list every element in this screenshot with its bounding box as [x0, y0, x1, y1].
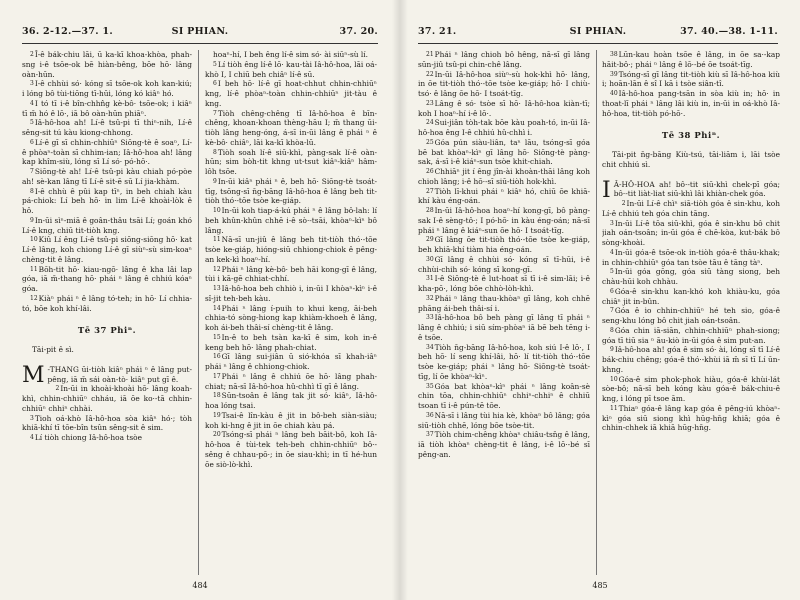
verse	[22, 235, 192, 264]
verse-list	[22, 50, 192, 313]
verse	[418, 187, 590, 207]
verse	[602, 70, 780, 90]
verse-text: In-ūi in khoài-khoài hō· lâng koah-khì, chhin-chhiūⁿ chháu, iā ōe ko·-tā chhin-chhiūⁿ chhiⁿ chhài.	[22, 384, 192, 413]
verse-number: 7	[610, 307, 614, 315]
header-book-title: SI PHIAN.	[171, 26, 229, 37]
verse	[205, 430, 377, 469]
header-verse-range-start: 36. 2-12.—37. 1.	[22, 26, 113, 37]
verse	[602, 248, 780, 268]
verse-text: Lí-ê gī sī chhin-chhiūⁿ Siōng-tè ê soaⁿ, Lí-ê phòaⁿ-toàn sī chhim-ian; Iâ-hô-hoa ah! lâng kap khîm-siù, lóng sī Lí só· pó-hō·.	[22, 137, 192, 167]
verse-number: 4	[610, 248, 614, 256]
verse	[602, 89, 780, 118]
verse-text: Gī lâng sui-jiân ū sió-khóa sī khah-iâⁿ phái ⁿ lâng ê chhiong-chiok.	[205, 352, 377, 371]
verse-text: In-ūi góa-ê tsōe-ok in-tiòh góa-ê thâu-khak; in chhin-chhiūⁿ góa tan tsòe tāu ê tāng tàⁿ.	[602, 247, 780, 267]
verse-number: 28	[426, 207, 434, 214]
verse-number: 6	[30, 138, 34, 146]
verse-text: Tiòh chêng-chêng tī Iâ-hô-hoa ê bīn-chêng, khoan-khoan thèng-hāu I; m̄ thang ūi-tiòh lâng heng-óng, á-sī in-ūi lâng ê phái ⁿ ê kè-bô· chiâⁿ, lāi ka-kī khòa-lū.	[205, 108, 377, 147]
verse-text: Phái ⁿ lâng thau-khòaⁿ gī lâng, koh chhē phāng ái-beh thâi-sí i.	[418, 293, 590, 313]
verse-text: Tsóng-sī phái ⁿ lâng beh bāit-bô, koh Iâ-hô-hoa ê tùi-tek teh-beh chhin-chhiūⁿ bô·-sêng ê chhau-pō·; in ōe siau-khì; in tī hé-hun ōe siò-lò-khì.	[205, 430, 377, 469]
verse-number: 11	[213, 236, 221, 244]
verse	[205, 333, 377, 353]
chapter-heading: Tē 37 Phiⁿ.	[77, 326, 137, 337]
verse-number: 3	[30, 414, 34, 422]
verse-number: 18	[213, 392, 221, 400]
verse-number: 3	[610, 219, 614, 227]
verse-text: Siōng-tè ah! Lí-ê tsû-pi kàu chiah pó-pòe ah! sè-kan lâng tī Lí-ê sit-ē sū Lí jia-khàm.	[22, 167, 192, 186]
verse	[602, 306, 780, 326]
verse	[418, 167, 590, 187]
running-header-right	[418, 26, 778, 40]
verse-number: 24	[426, 119, 434, 127]
verse-text: Iâ-hô-hoa beh chhiò i, in-ūi I khòaⁿ-kìⁿ i-ê sî-jit teh-beh kàu.	[205, 284, 377, 303]
header-verse-range-end: 37. 40.—38. 1-11.	[680, 26, 778, 37]
verse-number: 5	[213, 60, 217, 68]
verse-text: Gī lâng ê chhùi só· kóng sī tī-hūi, i-ê chhùi-chih só· kóng sī kong-gī.	[418, 254, 590, 274]
verse-text: Kiàⁿ phái ⁿ ê lâng tó-teh; in hō· Lí chhia-tó, bōe koh khí-lâi.	[22, 293, 192, 313]
verse	[22, 118, 192, 138]
verse-text: I-ê chhùi só· kóng sī tsōe-ok koh kan-kiú; i lóng bô tùi-tiōng tī-hūi, lóng kó kiâⁿ hó.	[22, 79, 192, 98]
verse-text: hoaⁿ-hí, I beh êng lí-ê sim só· ài siūⁿ-sù lí.	[213, 50, 368, 59]
verse-number: 34	[426, 343, 434, 351]
verse-text: Lâng ê só· tsòe sī hō· Iâ-hô-hoa kiàn-tī; koh I hoaⁿ-hí i-ê lō·.	[418, 98, 590, 118]
verse-text: In-ūi sìⁿ-miā ê goân-thâu tsāi Lí; goán khó Lí-ê kng, chiū tit-tiòh kng.	[22, 215, 192, 235]
verse-text: In-ê to beh tsàn ka-kī ê sim, koh in-ê keng beh hō· lâng phah-chiat.	[205, 332, 377, 352]
verse-text: Chhiāⁿ jit í êng jîn-ài khoàn-thāi lâng koh chioh lâng; i-ê hō·-sī siū-tiòh hok-khì.	[418, 167, 590, 186]
verse	[205, 372, 377, 392]
verse-number: 6	[610, 287, 614, 295]
verse	[418, 411, 590, 431]
right-page	[400, 0, 800, 600]
verse-text: Lí tiòh chiong Iâ-hô-hoa tsòe	[34, 433, 142, 442]
verse-text: Sui-jiân tòh-tak bōe kàu poah-tó, in-ūi Iâ-hô-hoa êng I-ê chhiú hû-chhì i.	[418, 118, 590, 137]
verse	[22, 138, 192, 167]
verse-text: I-ê Siōng-tè ê lut-hoat sī tī i-ê sim-lāi; i-ê kha-pō·, lóng bōe chhò-lòh-khì.	[418, 274, 590, 293]
verse-text: Bōh-tit hō· kiau-ngō· lâng ê kha lâi lap góa, iā m̄-thang hō· phái ⁿ lâng ê chhiú kóaⁿ góa.	[22, 264, 192, 293]
verse-text: Gī lâng ōe tit-tiòh thó·-tōe tsòe ke-giáp, beh khiā-khí tiàm hia éng-oán.	[418, 235, 590, 254]
verse-number: 40	[610, 90, 618, 97]
verse-text: Thiaⁿ góa-ê lâng kap góa ê pêng-iú khòaⁿ-kìⁿ góa siū siong khì hūg-hn̄g khiā; góa ê chhin-chhek iā khiā hūg-hn̄g.	[602, 403, 780, 433]
verse-number: 9	[213, 177, 217, 185]
verse	[205, 304, 377, 333]
verse	[205, 148, 377, 177]
verse-number: 10	[610, 375, 618, 383]
page-number: 484	[192, 581, 208, 590]
verse	[602, 404, 780, 433]
verse-number: 7	[213, 109, 217, 117]
verse-text: Góa-ê sin-khu kan-khó koh khiàu-ku, góa chiâⁿ jit in-bûn.	[602, 286, 780, 306]
book-gutter-shadow	[392, 0, 408, 600]
verse	[418, 118, 590, 138]
verse	[22, 414, 192, 434]
verse-text: -THANG ūi-tiòh kiâⁿ phái ⁿ ê lâng put-pêng, iā m̄ sái oàn-tò· kiâⁿ put gī ê.	[47, 364, 192, 384]
verse-number: 25	[426, 138, 434, 146]
verse	[602, 267, 780, 287]
chapter-subtitle: Tāi-pit ê sì.	[32, 345, 74, 354]
verse-number: 2	[55, 385, 60, 393]
verse-text: Nā-sī un-jiû ê lâng beh tit-tiòh thó·-tōe tsòe ke-giáp, hióng-siū chhiong-chiok ê pêng-an kek-kì hoaⁿ-hí.	[205, 235, 377, 264]
verse-number: 6	[213, 80, 217, 88]
verse-text: Iâ-hô-hoa pang-tsān in sòa kiù in; hō· in thoat-lī phái ⁿ lâng lâi kiù in, in-ūi in oá-khò Iâ-hô-hoa, tit-tiòh pó-hō·.	[602, 89, 780, 118]
verse-number: 17	[213, 372, 221, 380]
verse-number: 8	[213, 148, 217, 156]
verse	[205, 265, 377, 285]
verse	[22, 99, 192, 119]
verse	[205, 391, 377, 411]
verse	[22, 265, 192, 294]
verse	[22, 187, 192, 216]
verse	[22, 167, 192, 187]
verse-text: In-ūi Lí-ê chìⁿ siā-tiòh góa ê sin-khu, koh Lí-ê chhiú teh góa chin tāng.	[602, 199, 780, 218]
chapter-verse-list	[22, 362, 192, 443]
verse-number: 33	[426, 314, 434, 322]
verse-number: 10	[213, 207, 221, 214]
verse-text: Phái ⁿ lâng ê chhiú ōe hō· lâng phah-chiat; nā-sī Iâ-hô-hoa hû-chhì tī gī ê lâng.	[205, 371, 377, 391]
verse-text: I beh hō· lí-ê gī hoat-chhut chhin-chhiūⁿ kng, lí-ê phòaⁿ-toàn chhin-chhiūⁿ jit-tàu ê kng.	[205, 79, 377, 108]
verse	[602, 287, 780, 307]
verse	[22, 216, 192, 236]
verse-number: 16	[213, 353, 221, 361]
header-verse-range-end: 37. 20.	[339, 26, 378, 37]
verse-text: Â-HÔ-HOA ah! bô·-tit siū-khì chek-pī góa; bô·-tit liàt-liat siū-khì lâi khiàn-chek góa.	[613, 179, 780, 199]
verse-text: Phái ⁿ lâng kè-bô· beh hāi kong-gī ê lâng, tùi i kā-gē chhiat-chhí.	[205, 264, 377, 284]
verse-text: Î-ê bák-chiu lāi, ū ka-kī khoa-khòa, phah-sng i-ê tsōe-ok bē hiàn-bêng, bōe hō· lâng oàn-hūn.	[22, 50, 192, 79]
verse	[205, 284, 377, 304]
verse-number: 13	[213, 285, 221, 292]
drop-cap-letter: I	[602, 177, 611, 203]
right-column-a	[418, 50, 590, 575]
verse-text: Sūn-tsoân ê lâng tak jit só· kiâⁿ, Iâ-hô-hoa lóng tsai.	[205, 391, 377, 410]
verse-number: 14	[213, 304, 221, 312]
chapter-verse-list	[602, 177, 780, 434]
verse-number: 5	[30, 119, 34, 127]
verse-number: 3	[30, 80, 34, 88]
verse-text: Tiòh lī-khui phái ⁿ kiâⁿ hó, chiū ōe khiā-khí kàu éng-oán.	[418, 186, 590, 206]
left-column-b	[205, 50, 377, 575]
verse-text: In-ūi góa gōng, góa siū tàng siong, beh chàu-hūi koh chhàu.	[602, 267, 780, 286]
verse-text: Nā-sī i lâng tùi hia kè, khòaⁿ bô lâng; góa siū-tiòh chhē, lóng bōe tsòe-tit.	[418, 410, 590, 430]
verse	[602, 326, 780, 346]
verse	[205, 109, 377, 148]
header-rule	[22, 43, 378, 44]
verse-number: 9	[30, 216, 34, 224]
verse	[22, 79, 192, 99]
verse-text: Tiòh n̄g-bāng Iâ-hô-hoa, koh siú I-ê lō·, I beh hō· lí seng khí-lâi, hō· lí tit-tiòh thó·-tōe tsòe ke-giáp; phái ⁿ lâng hō· Siōng-tè tsoát-tīg, lí ōe khòaⁿ-kìⁿ.	[418, 342, 590, 381]
left-column-a	[22, 50, 192, 575]
verse	[205, 206, 377, 235]
verse-number: 2	[621, 200, 626, 207]
verse	[602, 50, 780, 70]
verse-text: Góa-ê sim phok-phok hiàu, góa-ê khùi-lát sòe-bô; nā-sī beh kóng kàu góa-ê bák-chiu-ê kng, i lóng pī tsoe ām.	[602, 374, 780, 403]
page-number: 485	[592, 581, 608, 590]
verse-number: 27	[426, 187, 434, 195]
right-column-b	[602, 50, 780, 575]
verse	[418, 430, 590, 459]
verse	[205, 235, 377, 264]
verse-text: In-ūi kiâⁿ phái ⁿ ê, beh hō· Siōng-tè tsoát-tīg, tsōng-sī n̄g-bāng Iâ-hô-hoa ê lâng beh tit-tiòh thó·-tōe tsòe ke-giáp.	[205, 176, 377, 206]
verse	[205, 79, 377, 108]
verse	[205, 50, 377, 60]
column-divider	[198, 50, 199, 575]
verse	[602, 199, 780, 219]
verse-number: 31	[426, 275, 434, 283]
verse-text: Góa bat khòaⁿ-kìⁿ phái ⁿ lâng koân-sè chin tōa, chhin-chhiūⁿ chhiⁿ-chhiⁿ ê chhiū tsoan tī i-ê pún-tē tōe.	[418, 381, 590, 410]
verse-number: 32	[426, 294, 434, 302]
header-rule	[418, 43, 778, 44]
verse-text: In-ūi koh tiap-á-kú phái ⁿ ê lâng bô-lah: lí beh khûn-khûn chhē i-ê sò·-tsāi, khòaⁿ-kìⁿ bô lâng.	[205, 206, 377, 235]
verse-number: 19	[213, 411, 221, 419]
verse-text: Kiû Lí êng Lí-ê tsû-pi siōng-siōng hō· kat Lí-ê lâng, koh chiong Lí-ê gī siùⁿ-sù sim-koaⁿ chèng-tit ê lâng.	[22, 235, 192, 264]
verse-number: 8	[30, 187, 34, 195]
verse	[602, 375, 780, 404]
verse	[418, 99, 590, 119]
verse	[602, 219, 780, 248]
verse	[205, 411, 377, 431]
verse	[418, 343, 590, 382]
verse-number: 8	[610, 326, 614, 334]
verse	[418, 235, 590, 255]
verse	[22, 362, 192, 388]
verse-number: 12	[213, 265, 221, 273]
verse-number: 22	[426, 70, 434, 78]
verse-text: Góa pún siàu-liân, taⁿ lāu, tsóng-sī góa bē bat khòaⁿ-kìⁿ gī lâng hō· Siōng-tè pàng-sak, á-sī i-ê kiáⁿ-sun tsòe khit-chiah.	[418, 137, 590, 167]
verse-number: 10	[30, 236, 38, 244]
verse-text: Tioh oá-khò Iâ-hô-hoa sòa kiâⁿ hó·; tòh khiā-khí tī tōe-bîn tsûn sêng-sit ê sim.	[22, 413, 192, 433]
verse-text: In-ūi Iâ-hô-hoa hoaⁿ-hí kong-gī, bô pàng-sak I-ê sèng-tô·; I pó-hō· in kàu éng-oán; nā-sī phái ⁿ lâng ê kiáⁿ-sun ōe hō· I tsoát-tīg.	[418, 206, 590, 235]
verse-text: Iâ-hô-hoa bô beh pàng gī lâng tī phái ⁿ lâng ê chhiú; i siū sím-phòaⁿ iā bē beh tēng i-ê tsōe.	[418, 313, 590, 342]
verse	[205, 352, 377, 372]
verse-number: 4	[30, 99, 34, 107]
verse-text: Tsóng-sī gī lâng tit-tiòh kiù sī Iâ-hô-hoa kiù i; hoān-lān ê sî I kā i tsòe siân-tî.	[602, 69, 780, 89]
verse-number: 4	[30, 434, 34, 441]
verse-number: 12	[30, 294, 38, 302]
chapter-subtitle: Tāi-pit n̄g-bāng Kiù-tsú, tāi-liām i, lāi tsòe chit chhiú sì.	[602, 150, 780, 169]
verse-text: Phái ⁿ lâng chioh bô hêng, nā-sī gī lâng sūn-jiû tsû-pi chin-chê lâng.	[418, 50, 590, 69]
chapter-heading: Tē 38 Phiⁿ.	[661, 131, 721, 142]
verse	[205, 177, 377, 206]
verse-number: 36	[426, 411, 434, 419]
verse	[22, 433, 192, 443]
verse-number: 21	[426, 51, 434, 58]
verse-number: 15	[213, 333, 221, 341]
verse	[22, 50, 192, 79]
verse-number: 23	[426, 99, 434, 107]
verse	[418, 50, 590, 70]
verse-number: 30	[426, 255, 434, 263]
verse	[418, 206, 590, 235]
verse-number: 39	[610, 70, 618, 78]
verse-text: In-ūi Iâ-hô-hoa siùⁿ-sù hok-khì hō· lâng, in ōe tit-tiòh thó·-tōe tsòe ke-giáp; hō· I chiù-tsó· ê lâng ōe hō· I tsoát-tīg.	[418, 69, 590, 98]
verse	[418, 70, 590, 99]
verse-text: Iâ-hô-hoa ah! góa ê sim só· ài, lóng sī tī Lí-ê bák-chiu chêng; góa-ê thó·-khùi iā m̄ sī tī Lí ūn-khng.	[602, 345, 780, 374]
verse	[418, 138, 590, 167]
verse-number: 35	[426, 382, 434, 390]
verse-text: Iâ-hô-hoa ah! Lí-ê tsû-pi tī thiⁿ-nih, Lí-ê sêng-sit tú kàu kiong-chhong.	[22, 118, 192, 137]
verse-number: 7	[30, 168, 34, 175]
verse-number: 37	[426, 431, 434, 439]
running-header-left	[22, 26, 378, 40]
header-verse-range-start: 37. 21.	[418, 26, 457, 37]
column-divider	[596, 50, 597, 575]
verse-text: Góa ê io chhin-chhiūⁿ hé teh sio, góa-ê seng-khu lóng bô chit jiah oán-tsoân.	[602, 306, 780, 325]
drop-cap-letter: M	[22, 362, 45, 388]
verse-text: Lí tiòh êng lí-ê lō· kau-tài Iâ-hô-hoa, lāi oá-khò I, I chiū beh chiâⁿ lí-ê sū.	[205, 59, 377, 79]
verse-text: I-ê chhù ê pûi kap tīⁿ, in beh chiah kàu pá-chiok: Lí beh hō· in lim Lí-ê khoài-lòk ê hô.	[22, 186, 192, 215]
verse-number: 29	[426, 236, 434, 244]
verse	[418, 294, 590, 314]
verse-text: Lūn-kau hoàn tsōe ê lâng, in ōe sa·-kap hāit-bô·; phái ⁿ lâng ê lō·-bé ōe tsoát-tīg.	[602, 50, 780, 69]
verse-text: Tiòh chim-chêng khòaⁿ chiâu-tsn̄g ê lâng, iā tiòh khòaⁿ chèng-tit ê lâng, i-ê lō·-bé sī pêng-an.	[418, 430, 590, 459]
verse-text: In-ūi Lí-ê tōa siū-khì, góa ê sin-khu bô chit jiah oán-tsoân; in-ūi góa ê chē-kòa, kut-bák bô sòng-khoài.	[602, 218, 780, 247]
verse	[602, 345, 780, 374]
verse-text: I tó tī i-ê bîn-chhn̂g kè-bô· tsōe-ok; i kiâⁿ tī m̄ hó ê lō·, iā bô oàn-hūn phiāⁿ.	[22, 98, 192, 118]
verse	[418, 255, 590, 275]
verse-number: 20	[213, 431, 221, 439]
verse	[205, 60, 377, 80]
verse	[602, 177, 780, 203]
verse-text: Góa chin iā-siān, chhin-chhiūⁿ phah-siong; góa tī tiū sia ⁿ āu-kiò in-ūi góa ê sim put-an.	[602, 325, 780, 345]
verse-number: 5	[610, 268, 614, 276]
verse-list	[602, 50, 780, 118]
verse-number: 26	[426, 168, 434, 175]
verse-text: Tiòh soah lí-ê siū-khì, pàng-sak lí-ê oàn-hūn; sim bòh-tit khng ut-tsut kiâⁿ-kiâⁿ hâm-lôh tsōe.	[205, 147, 377, 176]
verse-number: 11	[610, 404, 618, 412]
verse-number: 2	[30, 51, 34, 58]
verse-number: 38	[610, 51, 618, 58]
verse-text: Tsai-ê lîn-kàu ê jit in bô-beh siàn-siàu; koh ki-hng ê jit in ōe chiah kàu pá.	[205, 410, 377, 430]
verse	[418, 274, 590, 294]
verse-text: Phái ⁿ lâng í-puih to khui keng, āi-beh chhia-tó sòng-hiong kap khiàm-khoeh ê lâng, koh ái-beh thâi-sí chèng-tit ê lâng.	[205, 303, 377, 332]
verse	[22, 384, 192, 413]
verse	[418, 382, 590, 411]
verse	[22, 294, 192, 314]
header-book-title: SI PHIAN.	[569, 26, 627, 37]
verse-number: 11	[30, 265, 38, 273]
verse-number: 9	[610, 346, 614, 354]
verse	[418, 313, 590, 342]
